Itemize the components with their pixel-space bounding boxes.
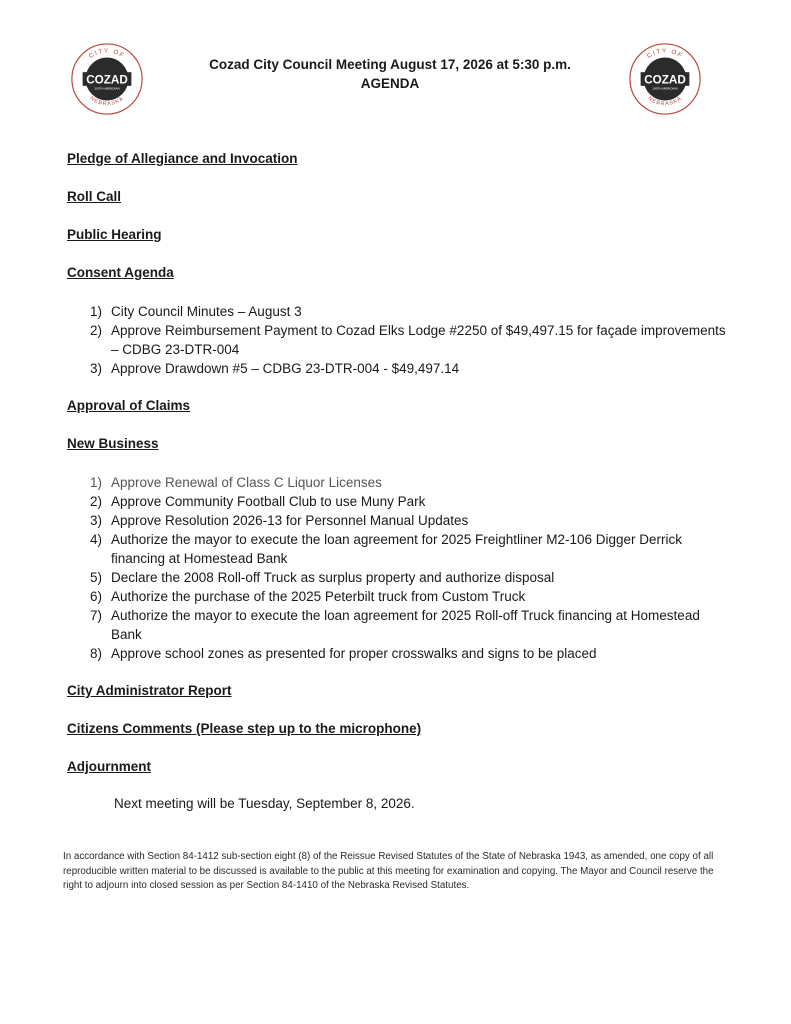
item-number: 5) <box>90 570 103 585</box>
heading-new-business: New Business <box>67 436 159 451</box>
item-text: Declare the 2008 Roll-off Truck as surplus property and authorize disposal <box>111 570 555 585</box>
list-item <box>90 530 730 568</box>
list-item <box>90 644 730 663</box>
legal-notice: In accordance with Section 84-1412 sub-section eight (8) of the Reissue Revised Statutes of the State of Nebraska 1943, as amended, one copy of all reproducible written material to be discussed is available to the public at this meeting for examination and copying. The Mayor and Council reserve the right to adjourn into closed session as per Section 84-1410 of the Nebraska Revised Statutes. <box>63 851 714 891</box>
heading-approval-of-claims: Approval of Claims <box>67 398 191 413</box>
logo-subtitle: 100TH MERIDIAN <box>94 86 120 91</box>
consent-agenda-list <box>90 302 730 378</box>
item-text: City Council Minutes – August 3 <box>111 304 302 319</box>
heading-consent-agenda: Consent Agenda <box>67 265 174 280</box>
item-number: 2) <box>90 323 103 338</box>
item-number: 3) <box>90 513 103 528</box>
logo-bottom-text: NEBRASKA <box>646 95 684 108</box>
item-number: 7) <box>90 608 103 623</box>
item-text: Approve Drawdown #5 – CDBG 23-DTR-004 - $49,497.14 <box>111 361 460 376</box>
logo-name: COZAD <box>644 73 686 87</box>
heading-pledge: Pledge of Allegiance and Invocation <box>67 151 298 166</box>
list-item <box>90 302 730 321</box>
item-text: Authorize the mayor to execute the loan agreement for 2025 Roll-off Truck financing at Homestead Bank <box>111 608 700 642</box>
citizens-comments-label: Citizens Comments <box>67 721 193 736</box>
meeting-title: Cozad City Council Meeting August 17, 2026 at 5:30 p.m. <box>209 57 571 72</box>
item-text: Approve Resolution 2026-13 for Personnel Manual Updates <box>111 513 469 528</box>
heading-city-admin-report: City Administrator Report <box>67 683 232 698</box>
list-item <box>90 587 730 606</box>
agenda-label: AGENDA <box>360 76 420 91</box>
list-item <box>90 492 730 511</box>
item-number: 4) <box>90 532 103 547</box>
item-text: Authorize the purchase of the 2025 Peterbilt truck from Custom Truck <box>111 589 526 604</box>
logo-top-text: CITY OF <box>645 47 685 60</box>
list-item <box>90 473 730 492</box>
heading-citizens-comments <box>67 721 421 736</box>
item-text: Authorize the mayor to execute the loan agreement for 2025 Freightliner M2-106 Digger Derrick financing at Homestead Bank <box>111 532 683 566</box>
logo-name: COZAD <box>86 73 128 87</box>
item-text: Approve Community Football Club to use Muny Park <box>111 494 426 509</box>
list-item <box>90 568 730 587</box>
list-item <box>90 606 730 644</box>
city-logo-right <box>626 40 704 118</box>
heading-public-hearing: Public Hearing <box>67 227 162 242</box>
next-meeting-note: Next meeting will be Tuesday, September 8, 2026. <box>114 796 415 811</box>
logo-top-text: CITY OF <box>87 47 127 60</box>
new-business-list <box>90 473 730 663</box>
list-item <box>90 359 730 378</box>
item-number: 2) <box>90 494 103 509</box>
item-number: 1) <box>90 304 103 319</box>
item-text: Approve Reimbursement Payment to Cozad Elks Lodge #2250 of $49,497.15 for façade improvements – CDBG 23-DTR-004 <box>111 323 726 357</box>
agenda-title <box>160 55 620 93</box>
item-text: Approve Renewal of Class C Liquor Licenses <box>111 475 382 490</box>
item-number: 8) <box>90 646 103 661</box>
list-item <box>90 511 730 530</box>
heading-adjournment: Adjournment <box>67 759 151 774</box>
list-item <box>90 321 730 359</box>
item-number: 6) <box>90 589 103 604</box>
item-number: 1) <box>90 475 103 490</box>
item-text: Approve school zones as presented for proper crosswalks and signs to be placed <box>111 646 597 661</box>
citizens-comments-note: (Please step up to the microphone) <box>196 721 422 736</box>
city-seal-graphic <box>626 40 704 118</box>
logo-bottom-text: NEBRASKA <box>88 95 126 108</box>
item-number: 3) <box>90 361 103 376</box>
logo-subtitle: 100TH MERIDIAN <box>652 86 678 91</box>
city-logo-left <box>68 40 146 118</box>
city-seal-graphic <box>68 40 146 118</box>
heading-roll-call: Roll Call <box>67 189 122 204</box>
